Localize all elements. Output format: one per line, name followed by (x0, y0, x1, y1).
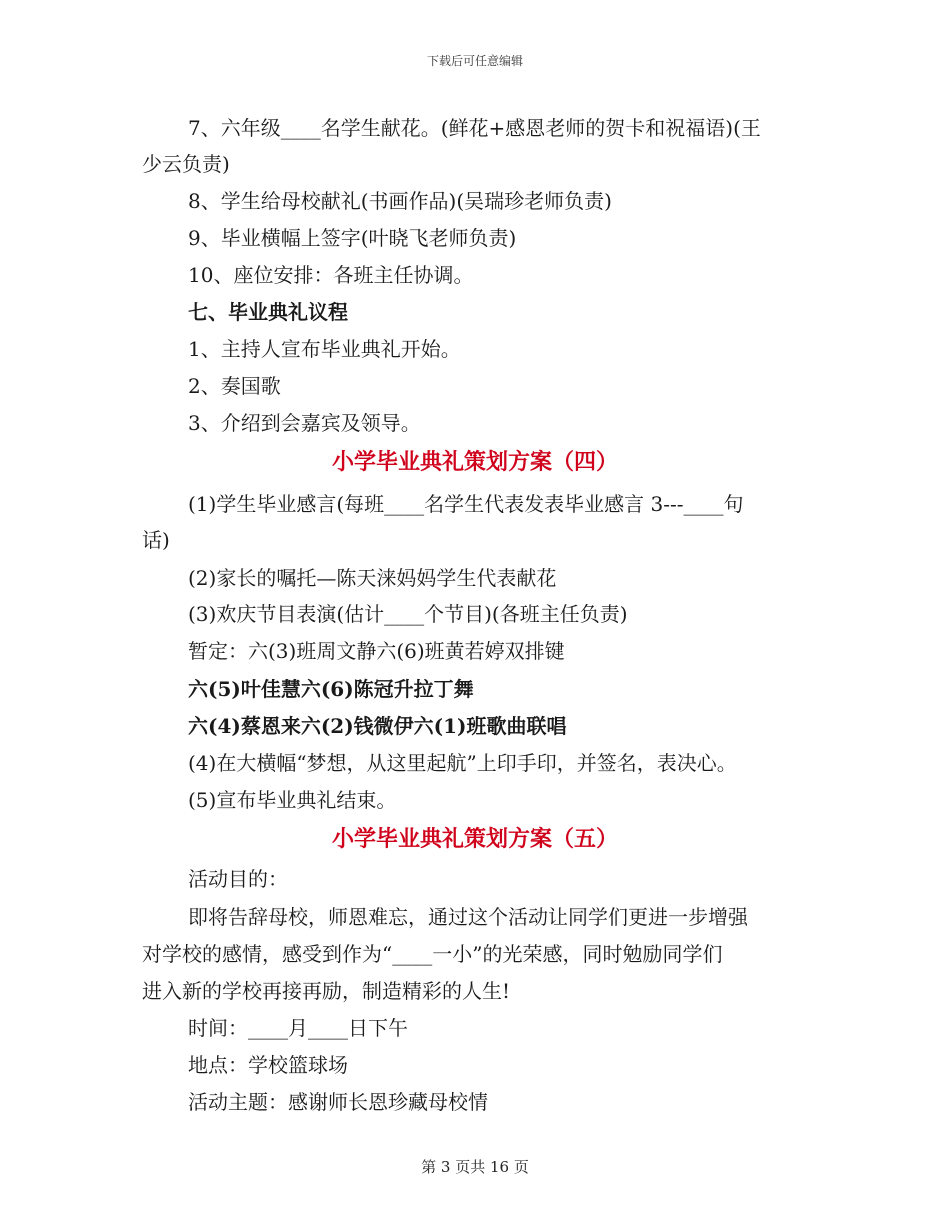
list-item: 六(5)叶佳慧六(6)陈冠升拉丁舞 (188, 677, 474, 701)
time-line: 时间：____月____日下午 (188, 1016, 408, 1040)
section-heading: 小学毕业典礼策划方案（五） (331, 826, 618, 852)
list-item: 2、奏国歌 (188, 374, 281, 398)
list-item: (3)欢庆节目表演(估计____个节目)(各班主任负责) (188, 602, 628, 626)
page-footer: 第 3 页共 16 页 (421, 1158, 529, 1176)
list-item: 10、座位安排：各班主任协调。 (188, 263, 474, 287)
list-item: 8、学生给母校献礼(书画作品)(吴瑞珍老师负责) (188, 189, 612, 213)
purpose-label: 活动目的： (188, 867, 288, 891)
list-item: (5)宣布毕业典礼结束。 (188, 788, 397, 812)
list-item: 少云负责) (142, 152, 230, 176)
list-item: 1、主持人宣布毕业典礼开始。 (188, 337, 461, 361)
list-item: 六(4)蔡恩来六(2)钱微伊六(1)班歌曲联唱 (188, 714, 567, 738)
section-title: 七、毕业典礼议程 (188, 300, 348, 324)
list-item: (1)学生毕业感言(每班____名学生代表发表毕业感言 3---____句 (188, 492, 744, 516)
theme-line: 活动主题：感谢师长恩珍藏母校情 (188, 1090, 488, 1114)
paragraph-line: 即将告辞母校，师恩难忘，通过这个活动让同学们更进一步增强 (188, 905, 748, 929)
list-item: 话) (142, 528, 170, 552)
list-item: 7、六年级____名学生献花。(鲜花+感恩老师的贺卡和祝福语)(王 (188, 116, 761, 140)
section-heading: 小学毕业典礼策划方案（四） (331, 449, 618, 475)
paragraph-line: 对学校的感情，感受到作为“____一小”的光荣感，同时勉励同学们 (142, 942, 723, 966)
place-line: 地点：学校篮球场 (188, 1053, 348, 1077)
list-item: (2)家长的嘱托—陈天涞妈妈学生代表献花 (188, 566, 557, 590)
list-item: (4)在大横幅“梦想，从这里起航”上印手印，并签名，表决心。 (188, 751, 737, 775)
paragraph-line: 进入新的学校再接再励，制造精彩的人生! (142, 979, 511, 1003)
page-header: 下载后可任意编辑 (426, 54, 523, 68)
list-item: 暂定：六(3)班周文静六(6)班黄若婷双排键 (188, 639, 565, 663)
list-item: 3、介绍到会嘉宾及领导。 (188, 411, 421, 435)
list-item: 9、毕业横幅上签字(叶晓飞老师负责) (188, 226, 517, 250)
